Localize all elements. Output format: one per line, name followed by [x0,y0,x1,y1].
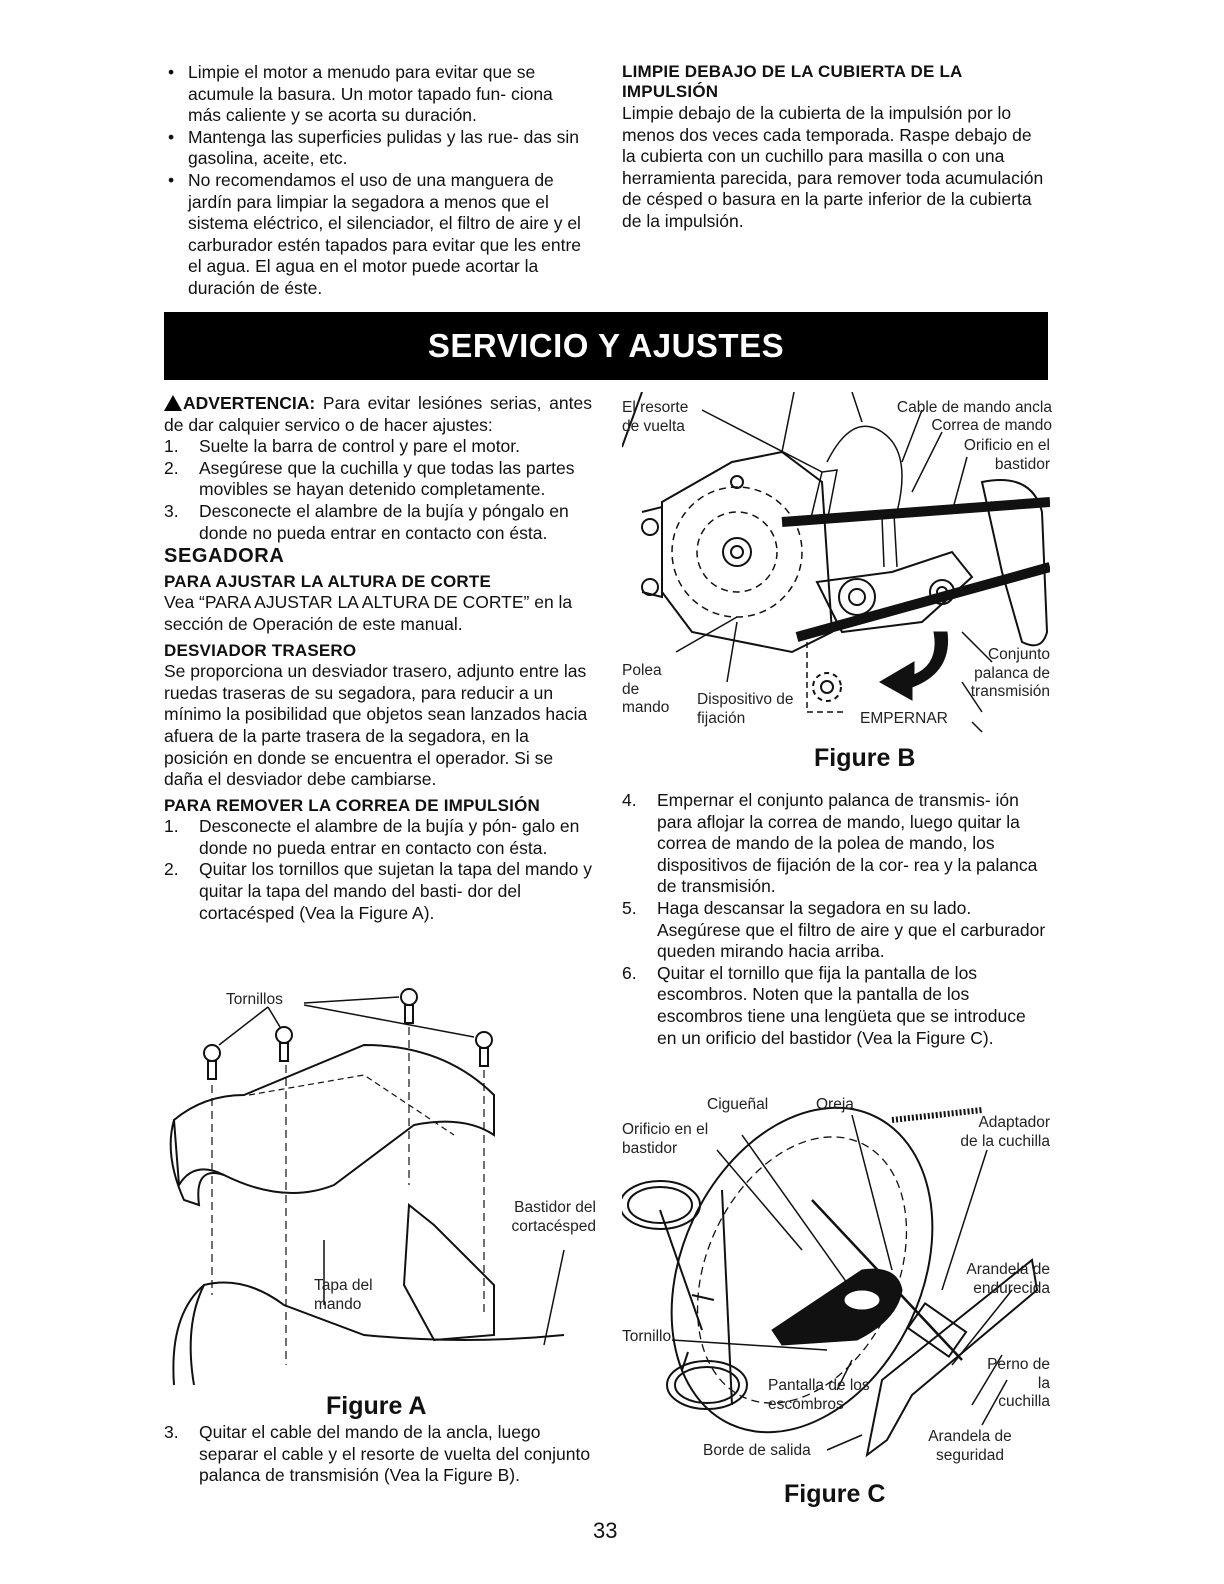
step-list [622,790,1048,1049]
list-item: 2. Asegúrese que la cuchilla y que todas las partes movibles se hayan detenido completamente. [164,457,575,500]
label-tornillos: Tornillos [226,991,283,1008]
screw-icon [476,1032,492,1066]
bullet-item: • No recomendamos el uso de una manguera de jardín para limpiar la segadora a menos que el sistema eléctrico, el silenciador, el filtro de aire y el carburador estén tapados para evitar que les entre el agua. El agua en el motor puede acortar la duración de éste. [164,170,584,300]
step-list [164,1422,594,1487]
label-perno: Perno de la cuchilla [987,1356,1050,1410]
bullet-item: • Limpie el motor a menudo para evitar que se acumule la basura. Un motor tapado fun- ciona más caliente y se acorta su duración. [164,62,584,127]
label-tornillo: Tornillo [622,1328,672,1345]
list-item: 5. Haga descansar la segadora en su lado. Asegúrese que el filtro de aire y que el carburador queden mirando hacia arriba. [622,897,1046,962]
subheading-altura: PARA AJUSTAR LA ALTURA DE CORTE [164,571,491,591]
arrow-icon [880,632,948,700]
label-borde: Borde de salida [703,1442,811,1459]
section-heading: LIMPIE DEBAJO DE LA CUBIERTA DE LA IMPULSIÓN [622,62,962,101]
correa-steps [164,816,592,924]
screw-icon [401,989,417,1023]
label-bastidor: Bastidor del cortacésped [511,1199,596,1235]
figure-a-title: Figure A [326,1392,427,1420]
label-dispositivo: Dispositivo de fijación [697,691,794,727]
label-conjunto: Conjunto palanca de transmisión [970,646,1050,700]
label-correa: Correa de mando [931,417,1052,434]
label-empernar: EMPERNAR [860,710,948,727]
label-arandela-endurecida: Arandela de endurecida [966,1261,1050,1297]
warning-label: ADVERTENCIA: [183,393,316,413]
list-item: 1. Suelte la barra de control y pare el motor. [164,436,521,457]
left-column [164,393,592,924]
list-item: 3. Desconecte el alambre de la bujía y póngalo en donde no pueda entrar en contacto con ésta. [164,500,569,543]
label-ciguenal: Cigueñal [707,1096,769,1113]
label-resorte: El resorte de vuelta [622,399,689,435]
warning-text: Para evitar lesiónes serias, antes de dar calquier servico o de hacer ajustes: [164,393,592,435]
step-3-block [164,1422,594,1487]
subheading-correa: PARA REMOVER LA CORREA DE IMPULSIÓN [164,795,540,815]
figure-c-title: Figure C [784,1480,886,1508]
label-adaptador: Adaptador de la cuchilla [960,1114,1050,1150]
segadora-heading: SEGADORA [164,545,285,568]
label-pantalla: Pantalla de los escombros [768,1377,870,1413]
list-item: 6. Quitar el tornillo que fija la pantalla de los escombros. Noten que la pantalla de los escombros tiene una lengüeta que se introduce en un orificio del bastidor (Vea la Figure C). [622,962,1026,1048]
subheading-desviador: DESVIADOR TRASERO [164,640,357,660]
list-item: 3. Quitar el cable del mando de la ancla, luego separar el cable y el resorte de vuelta del conjunto palanca de transmisión (Vea la Figure B). [164,1422,591,1486]
list-item: 1. Desconecte el alambre de la bujía y pón- galo en donde no pueda entrar en contacto con ésta. [164,816,580,858]
right-steps [622,790,1048,1049]
warning-block [164,393,592,436]
label-arandela-seguridad: Arandela de seguridad [928,1428,1012,1464]
page-number: 33 [593,1518,618,1543]
label-orificio-c: Orificio en el bastidor [622,1121,709,1157]
figure-a-illustration [164,985,594,1390]
warning-icon [164,395,182,411]
top-right-column [622,62,1048,233]
label-polea: Polea de mando [622,662,670,716]
altura-text: Vea “PARA AJUSTAR LA ALTURA DE CORTE” en la sección de Operación de este manual. [164,592,573,634]
screw-icon [204,1045,220,1079]
debris-shield [772,1269,902,1345]
list-item: 2. Quitar los tornillos que sujetan la tapa del mando y quitar la tapa del mando del basti- dor del cortacésped (Vea la Figure A). [164,859,593,923]
label-tapa: Tapa del mando [314,1277,373,1313]
desviador-text: Se proporciona un desviador trasero, adjunto entre las ruedas traseras de su segadora, para reducir a un mínimo la posibilidad que objetos sean lanzados hacia afuera de la parte trasera de la segadora, en la posición en donde se encuentra el operador. Si se daña el desviador debe cambiarse. [164,661,588,790]
section-body: Limpie debajo de la cubierta de la impulsión por lo menos dos veces cada temporada. Raspe debajo de la cubierta con un cuchillo para masilla o con una herramienta parecida, para remover toda acumulación de césped o basura en la parte inferior de la cubierta de la impulsión. [622,103,1044,231]
screw-icon [276,1027,292,1061]
section-banner: SERVICIO Y AJUSTES [164,312,1048,380]
list-item: 4. Empernar el conjunto palanca de transmis- ión para aflojar la correa de mando, luego quitar la correa de mando de la polea de mando, los dispositivos de fijación de la cor- rea y la palanca de transmisión. [622,790,1038,897]
label-cable: Cable de mando ancla [896,399,1052,416]
maintenance-bullets [164,62,584,300]
top-left-column [164,62,584,300]
warning-steps [164,436,592,544]
label-orificio-b: Orificio en el bastidor [963,437,1050,473]
label-oreja: Oreja [816,1096,854,1113]
figure-b-title: Figure B [814,744,916,772]
bullet-item: • Mantenga las superficies pulidas y las rue- das sin gasolina, aceite, etc. [164,127,584,170]
